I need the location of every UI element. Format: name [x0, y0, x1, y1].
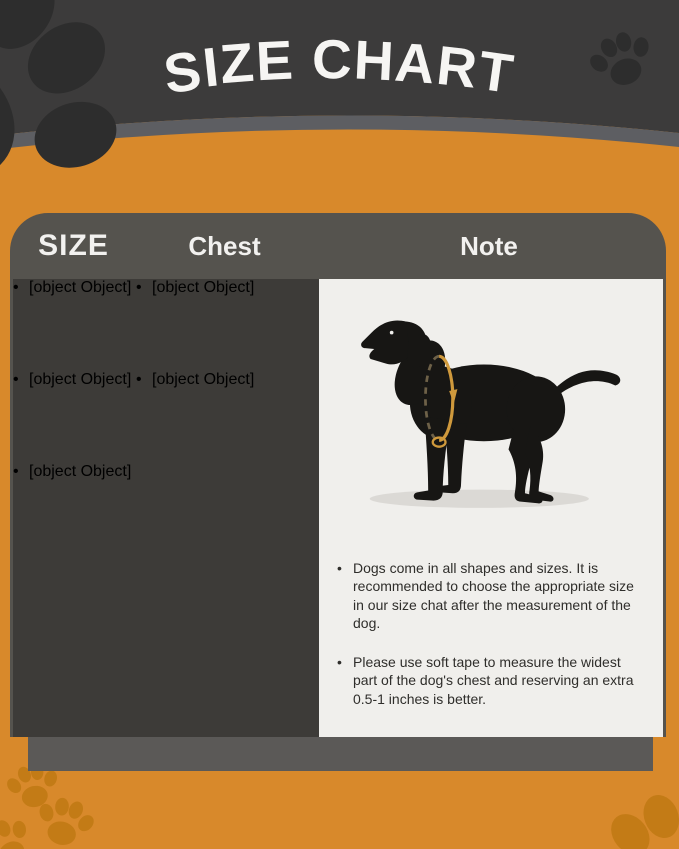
note-list-item: [337, 653, 639, 708]
note-cell: [319, 279, 663, 737]
dog-eye: [390, 331, 394, 335]
column-header-size: SIZE: [38, 229, 109, 262]
bullet-icon: •: [136, 371, 142, 388]
note-list-item: [13, 279, 134, 349]
note-text: [object Object]: [29, 463, 132, 480]
page-title: SIZE CHART: [160, 27, 519, 106]
note-list-item: [337, 559, 639, 633]
size-chart-table: [10, 213, 666, 737]
table-header-row: [13, 213, 663, 279]
column-header-chest: Chest: [188, 230, 261, 261]
note-text: Dogs come in all shapes and sizes. It is recommended to choose the appropriate size in our size chat after the measurement of the dog.: [353, 560, 634, 632]
note-list-item: [136, 279, 317, 349]
note-list: [337, 559, 639, 708]
column-header-note: Note: [460, 230, 518, 261]
bullet-icon: •: [337, 653, 342, 670]
paw-icon: [0, 808, 43, 849]
paw-icon: [567, 766, 679, 849]
note-list-item: [13, 463, 134, 533]
table-pedestal: [28, 737, 653, 771]
bullet-icon: •: [13, 279, 19, 296]
note-text: [object Object]: [29, 279, 132, 296]
bullet-icon: •: [13, 371, 19, 388]
bullet-icon: •: [13, 463, 19, 480]
size-chart-panel: [10, 213, 666, 737]
bullet-icon: •: [337, 560, 342, 576]
bullet-icon: •: [136, 279, 142, 296]
note-text: [object Object]: [152, 371, 255, 388]
note-list-item: [136, 371, 317, 441]
dog-shadow: [370, 490, 589, 508]
note-text: [object Object]: [29, 371, 132, 388]
note-text: Please use soft tape to measure the widest part of the dog's chest and reserving an extra 0.5-1 inches is better.: [353, 653, 634, 707]
table-body: [13, 279, 663, 737]
dog-silhouette: [333, 307, 653, 517]
note-text: [object Object]: [152, 279, 255, 296]
note-list-item: [13, 371, 134, 441]
